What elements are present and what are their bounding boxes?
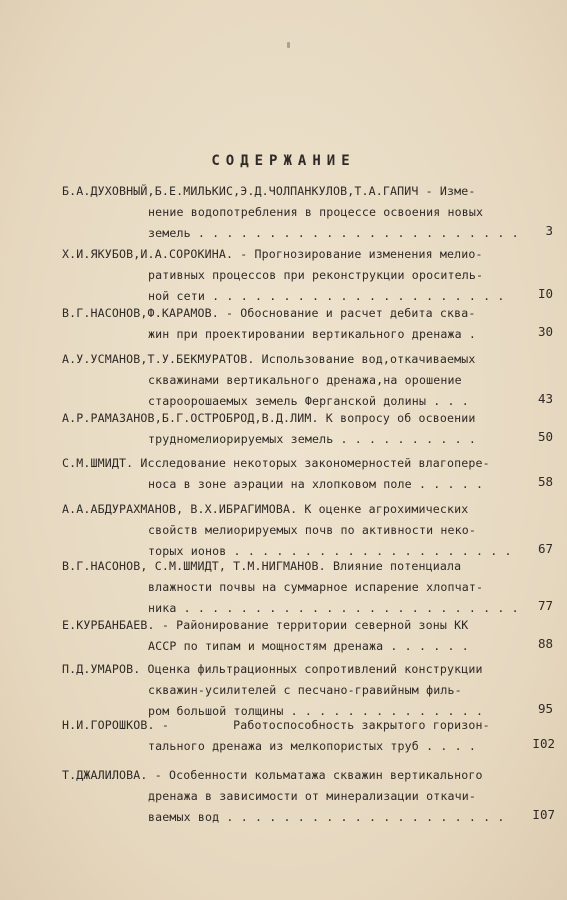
toc-page-number: I07	[532, 807, 555, 822]
toc-entry-authors-line: П.Д.УМАРОВ. Оценка фильтрационных сопротивлений конструкции	[62, 662, 483, 676]
toc-page-number: 43	[537, 391, 553, 406]
toc-entry-title-line: свойств мелиорируемых почв по активности неко-	[148, 523, 476, 537]
toc-page-number: 88	[537, 636, 553, 651]
toc-entry	[0, 243, 567, 310]
toc-entry	[0, 555, 567, 622]
toc-entry	[0, 452, 567, 498]
toc-entry-authors-line: В.Г.НАСОНОВ, С.М.ШМИДТ, Т.М.НИГМАНОВ. Влияние потенциала	[62, 559, 462, 573]
toc-entry-authors-line: А.Р.РАМАЗАНОВ,Б.Г.ОСТРОБРОД,В.Д.ЛИМ. К вопросу об освоении	[62, 411, 476, 425]
toc-page-number: 95	[537, 701, 553, 716]
toc-entry	[0, 407, 567, 453]
toc-entry-authors-line: В.Г.НАСОНОВ,Ф.КАРАМОВ. - Обоснование и расчет дебита сква-	[62, 306, 476, 320]
toc-entry-authors-line: Е.КУРБАНБАЕВ. - Районирование территории северной зоны КК	[62, 618, 469, 632]
toc-entry-authors-line: С.М.ШМИДТ. Исследование некоторых закономерностей влагопере-	[62, 456, 490, 470]
toc-page-number: 3	[545, 223, 553, 238]
toc-entry-title-line: трудномелиорируемых земель . . . . . . . . . .	[148, 432, 476, 446]
toc-entry-authors-line: Б.А.ДУХОВНЫЙ,Б.Е.МИЛЬКИС,Э.Д.ЧОЛПАНКУЛОВ,Т.А.ГАПИЧ - Изме-	[62, 184, 476, 198]
toc-entry-title-line: ративных процессов при реконструкции ороситель-	[148, 268, 484, 282]
toc-entry	[0, 614, 567, 660]
toc-entry-title-line: ваемых вод . . . . . . . . . . . . . . . . . . . .	[148, 810, 505, 824]
toc-entry-title-line: ника . . . . . . . . . . . . . . . . . . . . . . . .	[148, 601, 519, 615]
toc-entry-title-line: тального дренажа из мелкопористых труб . . . .	[148, 739, 476, 753]
toc-entry-title-line: влажности почвы на суммарное испарение хлопчат-	[148, 580, 484, 594]
toc-entry	[0, 714, 567, 760]
toc-entry-authors-line: Х.И.ЯКУБОВ,И.А.СОРОКИНА. - Прогнозирование изменения мелио-	[62, 247, 483, 261]
toc-entry-authors-line: А.У.УСМАНОВ,Т.У.БЕКМУРАТОВ. Использование вод,откачиваемых	[62, 352, 476, 366]
toc-page-number: 77	[537, 598, 553, 613]
toc-entry-title-line: дренажа в зависимости от минерализации откачи-	[148, 789, 476, 803]
toc-entry	[0, 764, 567, 831]
toc-page-number: I02	[532, 736, 555, 751]
toc-entry-title-line: ром большой толщины . . . . . . . . . . . . . .	[148, 704, 484, 718]
toc-page-number: 50	[537, 429, 553, 444]
toc-entry-title-line: носа в зоне аэрации на хлопковом поле . . . . .	[148, 477, 484, 491]
toc-entry	[0, 302, 567, 348]
toc-entry-title-line: земель . . . . . . . . . . . . . . . . . . . . . . .	[148, 226, 519, 240]
toc-entry-title-line: жин при проектировании вертикального дренажа .	[148, 327, 476, 341]
toc-page-number: I0	[537, 286, 553, 301]
toc-entry	[0, 348, 567, 415]
toc-entry-authors-line: Н.И.ГОРОШКОВ. - Работоспособность закрытого горизон-	[62, 718, 490, 732]
toc-entry	[0, 180, 567, 247]
toc-entry-title-line: староорошаемых земель Ферганской долины . . .	[148, 394, 469, 408]
toc-entry-title-line: ной сети . . . . . . . . . . . . . . . . . . . . .	[148, 289, 505, 303]
toc-entry-title-line: скважин-усилителей с песчано-гравийным филь-	[148, 683, 462, 697]
ink-mark	[287, 42, 290, 48]
toc-page-number: 58	[537, 474, 553, 489]
toc-entry-title-line: торых ионов . . . . . . . . . . . . . . . . . . . .	[148, 544, 512, 558]
toc-entry-authors-line: Т.ДЖАЛИЛОВА. - Особенности кольматажа скважин вертикального	[62, 768, 483, 782]
toc-entry-title-line: АССР по типам и мощностям дренажа . . . . . .	[148, 639, 469, 653]
toc-entry-authors-line: А.А.АБДУРАХМАНОВ, В.Х.ИБРАГИМОВА. К оценке агрохимических	[62, 502, 469, 516]
contents-heading: СОДЕРЖАНИЕ	[211, 153, 356, 169]
toc-entry-title-line: скважинами вертикального дренажа,на орошение	[148, 373, 462, 387]
toc-page-number: 30	[537, 324, 553, 339]
toc-entry-title-line: нение водопотребления в процессе освоения новых	[148, 205, 484, 219]
toc-page-number: 67	[537, 541, 553, 556]
